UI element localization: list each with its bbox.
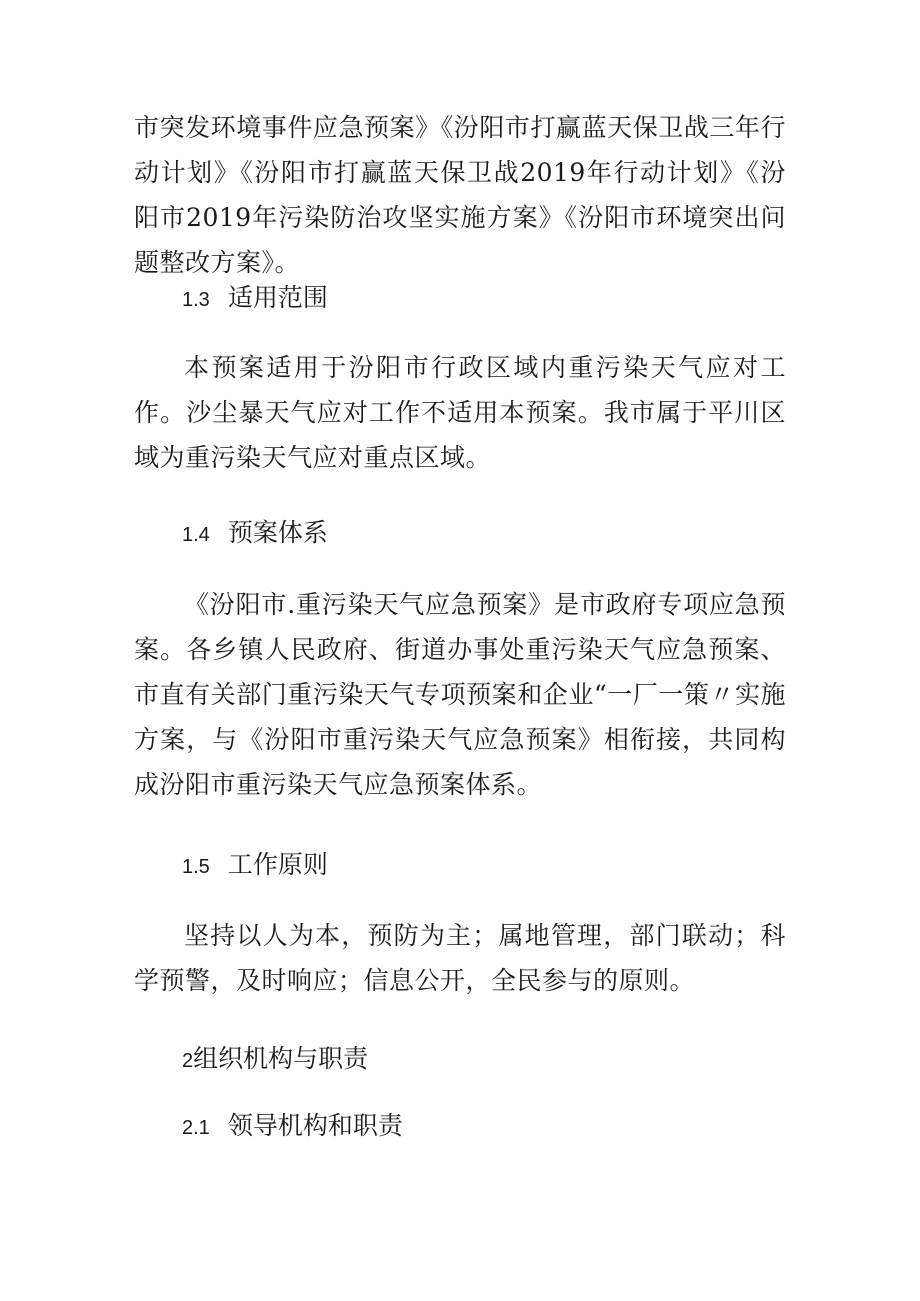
- section-heading-1-3: [182, 275, 328, 323]
- section-number: 1.5: [182, 856, 210, 878]
- section-heading-1-5: [182, 842, 328, 890]
- section-title: 组织机构与职责: [193, 1044, 369, 1073]
- section-heading-2-1: [182, 1103, 403, 1151]
- section-number: 2.1: [182, 1117, 210, 1139]
- section-number: 2: [182, 1050, 194, 1072]
- section-heading-1-4: [182, 510, 328, 558]
- section-title: 工作原则: [227, 850, 328, 879]
- paragraph-scope: 本预案适用于汾阳市行政区域内重污染天气应对工作。沙尘暴天气应对工作不适用本预案。我市属于平川区域为重污染天气应对重点区域。: [134, 353, 786, 472]
- section-title: 预案体系: [227, 518, 328, 547]
- section-title: 适用范围: [227, 283, 328, 312]
- paragraph-plan-system: 《汾阳市.重污染天气应急预案》是市政府专项应急预案。各乡镇人民政府、街道办事处重污染天气应急预案、市直有关部门重污染天气专项预案和企业“一厂一策〃实施方案，与《汾阳市重污染天气应急预案》相衔接，共同构成汾阳市重污染天气应急预案体系。: [134, 590, 786, 799]
- section-number: 1.3: [182, 289, 210, 311]
- section-title: 领导机构和职责: [227, 1111, 403, 1140]
- section-number: 1.4: [182, 524, 210, 546]
- section-heading-2: [182, 1036, 368, 1084]
- paragraph-principles: 坚持以人为本，预防为主；属地管理，部门联动；科学预警，及时响应；信息公开，全民参与的原则。: [134, 921, 786, 995]
- paragraph-intro: 市突发环境事件应急预案》《汾阳市打赢蓝天保卫战三年行动计划》《汾阳市打赢蓝天保卫战2019年行动计划》《汾阳市2019年污染防治攻坚实施方案》《汾阳市环境突出问题整改方案》。: [134, 113, 786, 277]
